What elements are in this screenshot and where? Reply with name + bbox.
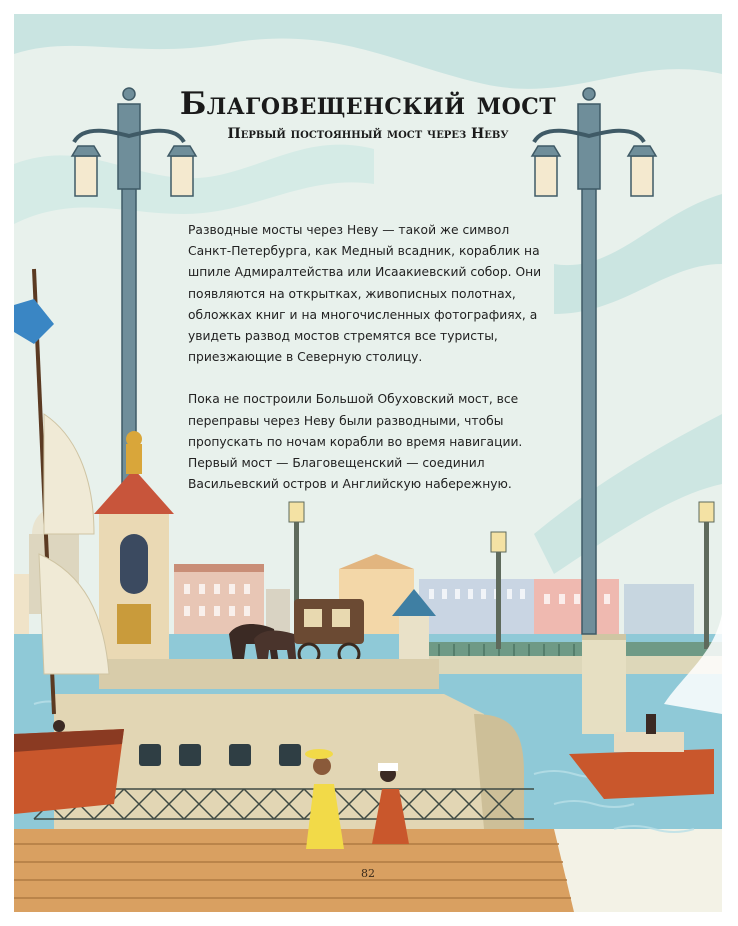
paragraph: Пока не построили Большой Обуховский мост, все переправы через Неву были разводными, чтобы пропускать по ночам корабли во время навигации. Первый мост — Благовещенский — соединил Васильевский остров и Английскую набережную. <box>188 392 523 492</box>
page-title: Благовещенский мост <box>179 86 557 122</box>
book-page <box>14 14 722 912</box>
paragraph: Разводные мосты через Неву — такой же символ Санкт-Петербурга, как Медный всадник, кораблик на шпиле Адмиралтейства или Исаакиевский собор. Они появляются на открытках, живописных полотнах, обложках книг и на многочисленных фотографиях, а увидеть развод мостов стремятся все туристы, приезжающие в Северную столицу. <box>188 223 542 365</box>
page-subtitle: Первый постоянный мост через Неву <box>227 126 509 142</box>
article-text <box>188 220 548 516</box>
page-number: 82 <box>361 867 375 880</box>
